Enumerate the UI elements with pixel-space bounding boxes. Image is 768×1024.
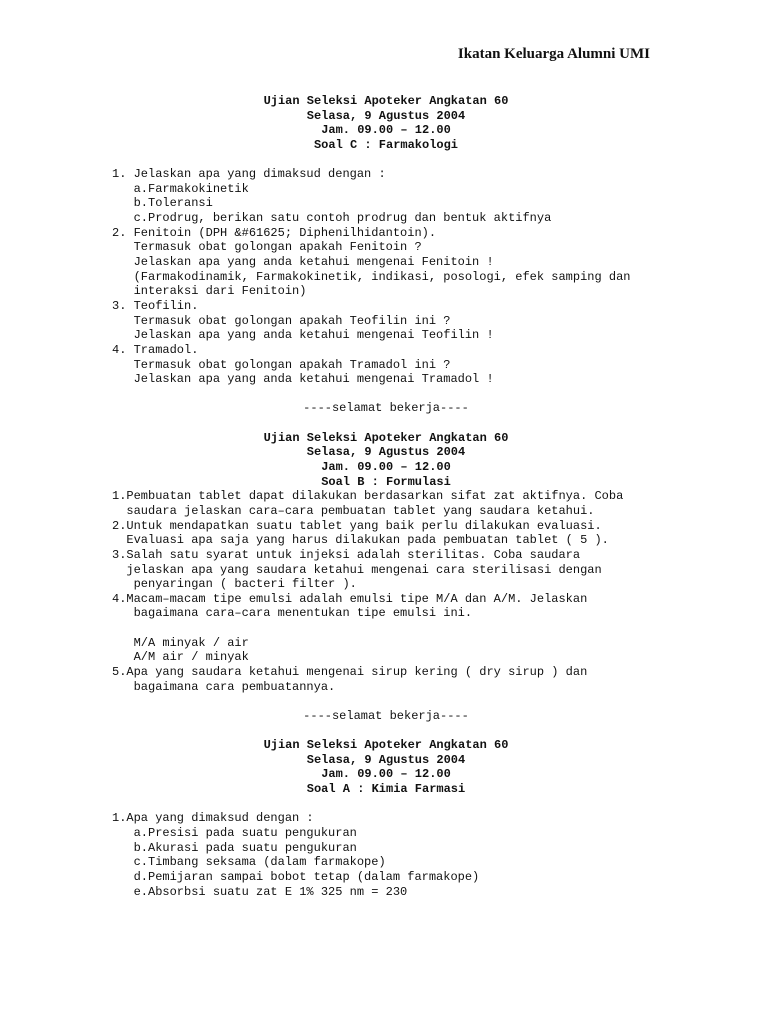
section-b-date: Selasa, 9 Agustus 2004 xyxy=(306,445,466,460)
section-b-line: bagaimana cara pembuatannya. xyxy=(112,679,336,694)
section-c-line: Jelaskan apa yang anda ketahui mengenai Fenitoin ! xyxy=(112,255,494,270)
document-body xyxy=(112,94,712,899)
section-c-line: 1. Jelaskan apa yang dimaksud dengan : xyxy=(112,167,386,182)
section-b-line: 5.Apa yang saudara ketahui mengenai sirup kering ( dry sirup ) dan xyxy=(112,664,588,679)
section-b-line: bagaimana cara–cara menentukan tipe emulsi ini. xyxy=(112,606,473,621)
section-b-line: 2.Untuk mendapatkan suatu tablet yang baik perlu dilakukan evaluasi. xyxy=(112,518,602,533)
section-a-time: Jam. 09.00 – 12.00 xyxy=(321,767,451,782)
section-b-line: 1.Pembuatan tablet dapat dilakukan berdasarkan sifat zat aktifnya. Coba xyxy=(112,489,624,504)
section-c-date: Selasa, 9 Agustus 2004 xyxy=(306,108,466,123)
section-b-subject: Soal B : Formulasi xyxy=(321,474,451,489)
section-a-line: c.Timbang seksama (dalam farmakope) xyxy=(112,855,386,870)
section-c-time: Jam. 09.00 – 12.00 xyxy=(321,123,451,138)
section-b-line: A/M air / minyak xyxy=(112,650,249,665)
section-b-line: M/A minyak / air xyxy=(112,635,249,650)
section-b-time: Jam. 09.00 – 12.00 xyxy=(321,460,451,475)
section-c-subject: Soal C : Farmakologi xyxy=(313,137,459,152)
section-a-subject: Soal A : Kimia Farmasi xyxy=(306,782,466,797)
section-c-line: Termasuk obat golongan apakah Fenitoin ? xyxy=(112,240,422,255)
section-c-line: 3. Teofilin. xyxy=(112,298,199,313)
section-b-line: 4.Macam–macam tipe emulsi adalah emulsi tipe M/A dan A/M. Jelaskan xyxy=(112,591,588,606)
section-a-date: Selasa, 9 Agustus 2004 xyxy=(306,752,466,767)
section-c-line: 4. Tramadol. xyxy=(112,342,199,357)
section-a-line: a.Presisi pada suatu pengukuran xyxy=(112,826,357,841)
section-c-title: Ujian Seleksi Apoteker Angkatan 60 xyxy=(263,94,509,108)
section-c-line: (Farmakodinamik, Farmakokinetik, indikasi, posologi, efek samping dan xyxy=(112,269,631,284)
section-b-line: Evaluasi apa saja yang harus dilakukan pada pembuatan tablet ( 5 ). xyxy=(112,533,609,548)
section-c-line: Jelaskan apa yang anda ketahui mengenai Tramadol ! xyxy=(112,372,494,387)
section-c-line: Termasuk obat golongan apakah Tramadol ini ? xyxy=(112,357,451,372)
section-b-title: Ujian Seleksi Apoteker Angkatan 60 xyxy=(263,430,509,445)
section-c-line: Termasuk obat golongan apakah Teofilin ini ? xyxy=(112,313,451,328)
section-c-line: 2. Fenitoin (DPH &#61625; Diphenilhidantoin). xyxy=(112,225,437,240)
section-a-title: Ujian Seleksi Apoteker Angkatan 60 xyxy=(263,738,509,753)
section-b-line: jelaskan apa yang saudara ketahui mengenai cara sterilisasi dengan xyxy=(112,562,602,577)
section-c-line: Jelaskan apa yang anda ketahui mengenai Teofilin ! xyxy=(112,328,494,343)
section-a-line: b.Akurasi pada suatu pengukuran xyxy=(112,840,357,855)
section-b-line xyxy=(112,621,712,636)
section-c-closing: ----selamat bekerja---- xyxy=(303,401,469,416)
section-c-line: b.Toleransi xyxy=(112,196,213,211)
section-a-line: d.Pemijaran sampai bobot tetap (dalam farmakope) xyxy=(112,869,480,884)
section-b-line: penyaringan ( bacteri filter ). xyxy=(112,577,357,592)
section-c-line: interaksi dari Fenitoin) xyxy=(112,284,307,299)
section-a-line: e.Absorbsi suatu zat E 1% 325 nm = 230 xyxy=(112,884,408,899)
section-c-line: c.Prodrug, berikan satu contoh prodrug dan bentuk aktifnya xyxy=(112,211,552,226)
section-b-closing: ----selamat bekerja---- xyxy=(303,708,469,723)
document-header: Ikatan Keluarga Alumni UMI xyxy=(457,46,650,62)
section-c-line: a.Farmakokinetik xyxy=(112,181,249,196)
section-a-line: 1.Apa yang dimaksud dengan : xyxy=(112,811,314,826)
section-b-line: 3.Salah satu syarat untuk injeksi adalah sterilitas. Coba saudara xyxy=(112,547,581,562)
section-b-line: saudara jelaskan cara–cara pembuatan tablet yang saudara ketahui. xyxy=(112,503,595,518)
